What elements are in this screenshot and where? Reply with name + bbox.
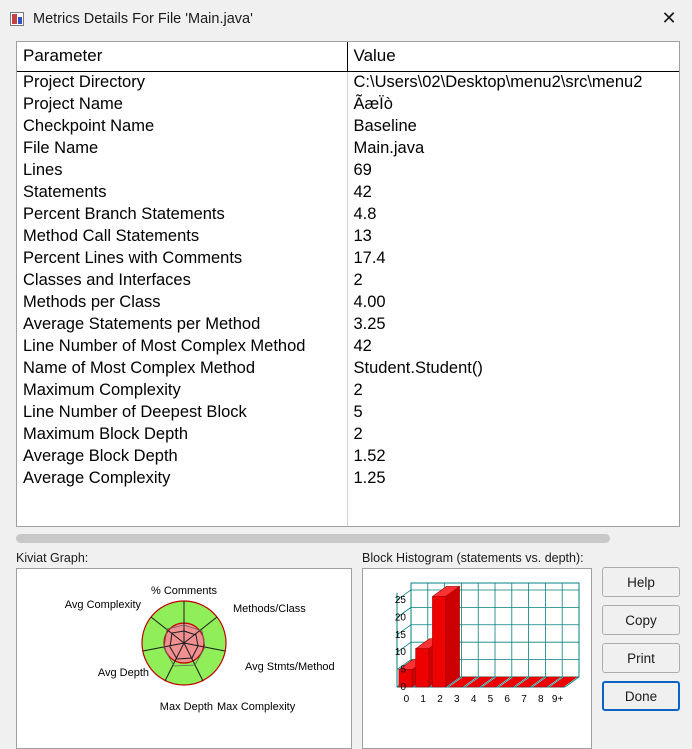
- table-row[interactable]: [17, 270, 679, 292]
- column-header-parameter[interactable]: Parameter: [17, 42, 347, 72]
- value-cell: 17.4: [353, 249, 386, 267]
- parameter-cell: Methods per Class: [17, 292, 347, 314]
- parameter-cell: Project Directory: [17, 72, 347, 95]
- parameter-cell: Average Complexity: [17, 468, 347, 490]
- column-header-value[interactable]: Value: [347, 42, 679, 72]
- value-cell: 2: [353, 381, 363, 399]
- histogram-panel: [362, 551, 592, 749]
- bottom-panels: [0, 545, 692, 749]
- value-cell: ÃæÏò: [353, 95, 393, 113]
- kiviat-axis-label-5: Avg Depth: [97, 667, 149, 679]
- histogram-ytick: 10: [394, 647, 406, 659]
- value-cell: Main.java: [353, 139, 425, 157]
- kiviat-svg: [17, 569, 351, 715]
- value-cell: 4.00: [353, 293, 386, 311]
- histogram-ytick: 20: [394, 612, 406, 624]
- parameter-cell: Checkpoint Name: [17, 116, 347, 138]
- table-row[interactable]: [17, 138, 679, 160]
- column-separator: [347, 73, 348, 526]
- table-row[interactable]: [17, 402, 679, 424]
- kiviat-axis-label-4: Max Depth: [159, 701, 213, 713]
- close-icon[interactable]: ✕: [661, 8, 677, 29]
- table-row[interactable]: [17, 226, 679, 248]
- kiviat-axis-label-0: % Comments: [150, 585, 218, 597]
- value-cell: 5: [353, 403, 363, 421]
- value-cell: Student.Student(): [353, 359, 483, 377]
- parameter-cell: File Name: [17, 138, 347, 160]
- value-cell: 42: [353, 183, 372, 201]
- parameter-cell: Classes and Interfaces: [17, 270, 347, 292]
- histogram-ytick: 0: [400, 682, 406, 693]
- title-bar: [0, 0, 692, 38]
- histogram-svg: [363, 569, 591, 715]
- table-row[interactable]: [17, 380, 679, 402]
- parameter-cell: Lines: [17, 160, 347, 182]
- table-row[interactable]: [17, 314, 679, 336]
- kiviat-axis-label-1: Methods/Class: [233, 603, 306, 615]
- parameter-cell: Average Statements per Method: [17, 314, 347, 336]
- table-header-row: [17, 42, 679, 72]
- value-cell: 1.52: [353, 447, 386, 465]
- histogram-xtick: 7: [521, 694, 527, 705]
- histogram-label: Block Histogram (statements vs. depth):: [362, 551, 584, 565]
- metrics-table: [17, 42, 679, 490]
- horizontal-scrollbar-thumb[interactable]: [16, 534, 610, 543]
- table-row[interactable]: [17, 72, 679, 95]
- parameter-cell: Name of Most Complex Method: [17, 358, 347, 380]
- table-row[interactable]: [17, 446, 679, 468]
- value-cell: 4.8: [353, 205, 377, 223]
- block-histogram[interactable]: [362, 568, 592, 749]
- print-button[interactable]: Print: [602, 643, 680, 673]
- help-button[interactable]: Help: [602, 567, 680, 597]
- histogram-xtick: 8: [538, 694, 544, 705]
- value-cell: 42: [353, 337, 372, 355]
- histogram-xtick: 6: [504, 694, 510, 705]
- histogram-ytick: 15: [394, 629, 406, 641]
- window-title: Metrics Details For File 'Main.java': [33, 11, 253, 27]
- copy-button[interactable]: Copy: [602, 605, 680, 635]
- parameter-cell: Percent Branch Statements: [17, 204, 347, 226]
- parameter-cell: Project Name: [17, 94, 347, 116]
- histogram-ytick: 5: [400, 664, 406, 676]
- parameter-cell: Maximum Complexity: [17, 380, 347, 402]
- table-row[interactable]: [17, 336, 679, 358]
- horizontal-scrollbar[interactable]: [16, 532, 680, 545]
- table-row[interactable]: [17, 204, 679, 226]
- parameter-cell: Line Number of Most Complex Method: [17, 336, 347, 358]
- kiviat-panel: [16, 551, 352, 749]
- value-cell: C:\Users\02\Desktop\menu2\src\menu2: [353, 73, 643, 91]
- value-cell: Baseline: [353, 117, 417, 135]
- parameter-cell: Method Call Statements: [17, 226, 347, 248]
- table-row[interactable]: [17, 160, 679, 182]
- value-cell: 2: [353, 425, 363, 443]
- value-cell: 69: [353, 161, 372, 179]
- histogram-xtick: 0: [403, 694, 410, 705]
- table-row[interactable]: [17, 292, 679, 314]
- kiviat-label: Kiviat Graph:: [16, 551, 89, 565]
- value-cell: 1.25: [353, 469, 386, 487]
- value-cell: 2: [353, 271, 363, 289]
- done-button[interactable]: Done: [602, 681, 680, 711]
- parameter-cell: Average Block Depth: [17, 446, 347, 468]
- table-row[interactable]: [17, 182, 679, 204]
- table-row[interactable]: [17, 94, 679, 116]
- value-cell: 3.25: [353, 315, 386, 333]
- kiviat-axis-label-2: Avg Stmts/Method: [245, 661, 335, 673]
- kiviat-axis-label-3: Max Complexity: [217, 701, 296, 713]
- parameter-cell: Line Number of Deepest Block: [17, 402, 347, 424]
- kiviat-axis-label-6: Avg Complexity: [64, 599, 141, 611]
- histogram-xtick: 9+: [551, 694, 564, 705]
- value-cell: 13: [353, 227, 372, 245]
- table-row[interactable]: [17, 358, 679, 380]
- kiviat-graph[interactable]: [16, 568, 352, 749]
- histogram-xtick: 4: [470, 694, 477, 705]
- metrics-table-container[interactable]: [16, 41, 680, 527]
- histogram-xtick: 3: [454, 694, 460, 705]
- table-row[interactable]: [17, 468, 679, 490]
- histogram-ytick: 25: [394, 594, 406, 606]
- parameter-cell: Statements: [17, 182, 347, 204]
- table-row[interactable]: [17, 116, 679, 138]
- table-row[interactable]: [17, 248, 679, 270]
- histogram-xtick: 5: [487, 694, 494, 705]
- histogram-xtick: 2: [437, 694, 443, 705]
- table-row[interactable]: [17, 424, 679, 446]
- parameter-cell: Percent Lines with Comments: [17, 248, 347, 270]
- parameter-cell: Maximum Block Depth: [17, 424, 347, 446]
- histogram-xtick: 1: [420, 694, 426, 705]
- metrics-window-icon: [10, 12, 24, 26]
- dialog-buttons: [602, 551, 680, 749]
